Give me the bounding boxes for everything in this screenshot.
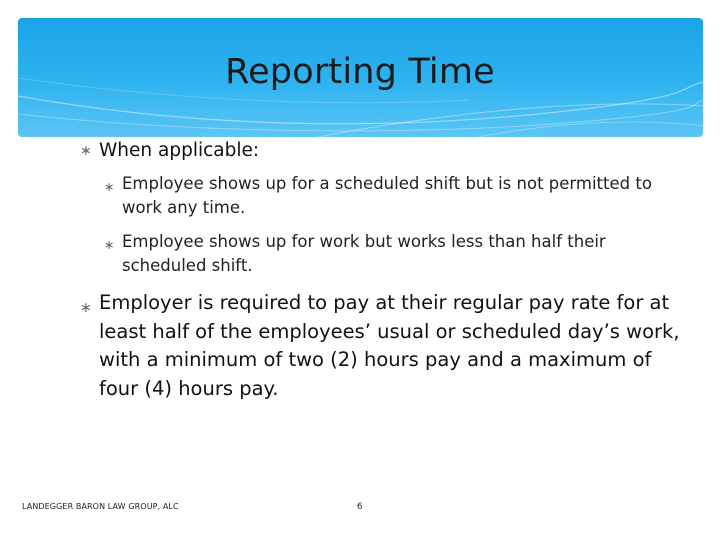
sub-bullet-asterisk-icon: ∗ [104, 179, 115, 194]
bullet-employer-pay [80, 289, 680, 403]
bullet-when-applicable [80, 140, 680, 161]
sub-bullet-not-permitted [104, 172, 664, 220]
sub-bullet-text: Employee shows up for a scheduled shift but is not permitted to work any time. [122, 174, 652, 217]
slide-title: Reporting Time [225, 52, 495, 92]
footer-firm-name: LANDEGGER BARON LAW GROUP, ALC [22, 502, 179, 511]
sub-bullet-works-less [104, 230, 664, 278]
page-number: 6 [357, 502, 363, 512]
sub-bullet-asterisk-icon: ∗ [104, 237, 115, 252]
bullet-text: When applicable: [99, 140, 260, 161]
sub-bullet-text: Employee shows up for work but works less than half their scheduled shift. [122, 232, 606, 275]
bullet-asterisk-icon: ∗ [80, 300, 92, 316]
bullet-text: Employer is required to pay at their regular pay rate for at least half of the employees’ usual or scheduled day’s work, with a minimum of two (2) hours pay and a maximum of four (4) hours pay. [99, 291, 680, 400]
bullet-asterisk-icon: ∗ [80, 143, 92, 159]
